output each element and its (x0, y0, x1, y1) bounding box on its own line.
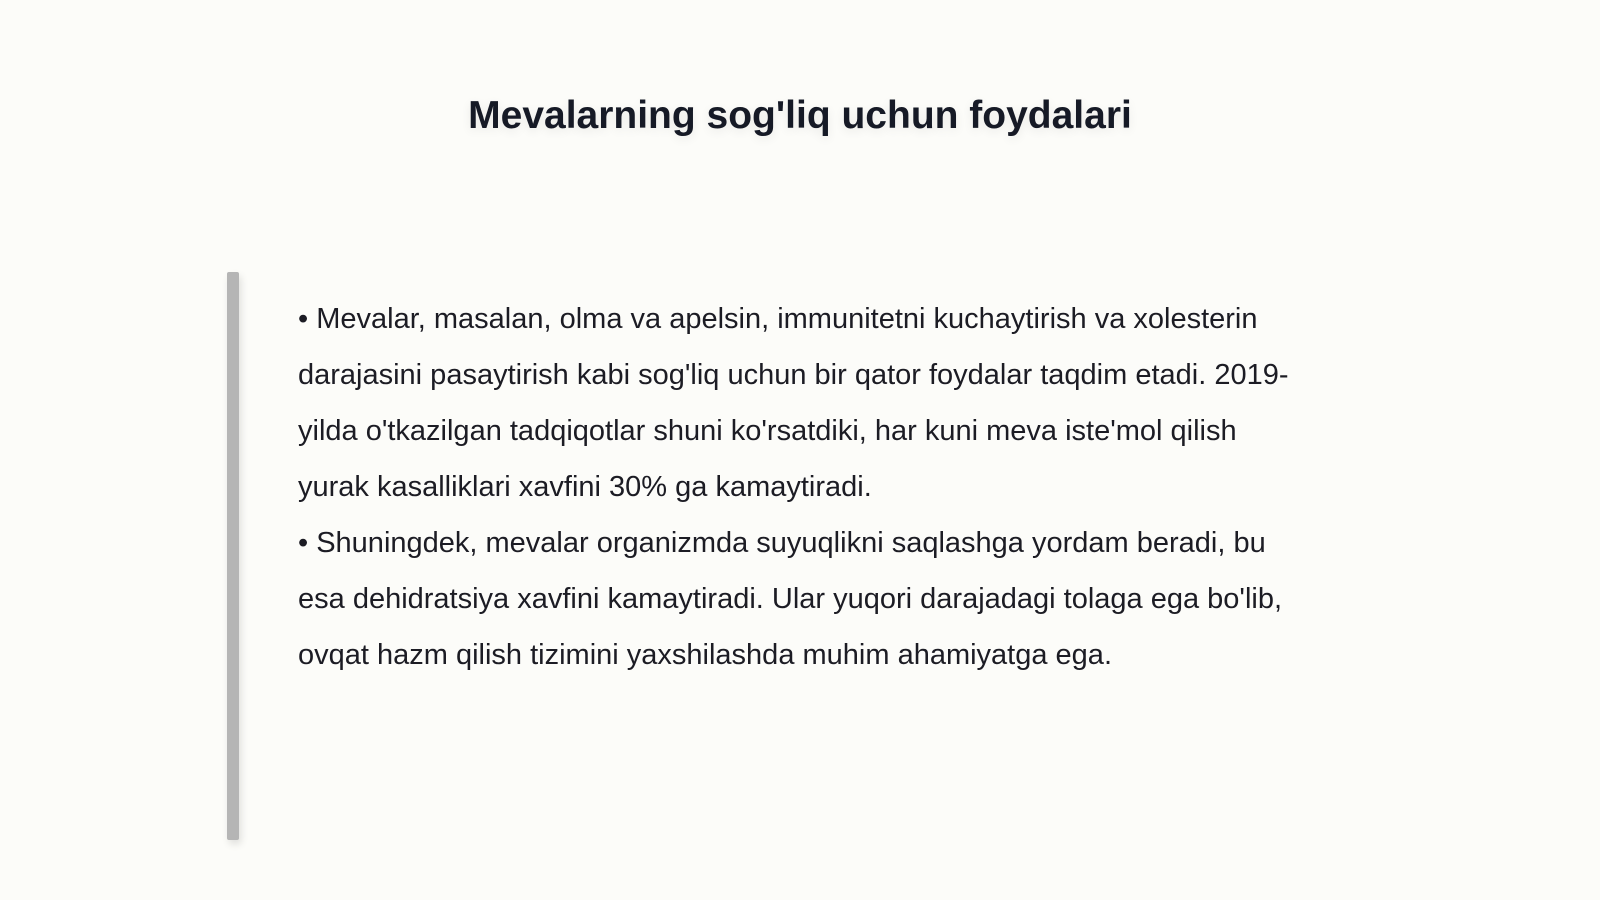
content-body (298, 291, 1308, 683)
bullet-text: • Shuningdek, mevalar organizmda suyuqlikni saqlashga yordam beradi, bu esa dehidratsiya xavfini kamaytiradi. Ular yuqori darajadagi tolaga ega bo'lib, ovqat hazm qilish tizimini yaxshilashda muhim ahamiyatga ega. (298, 527, 1283, 671)
bullet-text: • Mevalar, masalan, olma va apelsin, immunitetni kuchaytirish va xolesterin darajasini pasaytirish kabi sog'liq uchun bir qator foydalar taqdim etadi. 2019-yilda o'tkazilgan tadqiqotlar shuni ko'rsatdiki, har kuni meva iste'mol qilish yurak kasalliklari xavfini 30% ga kamaytiradi. (298, 303, 1289, 503)
accent-bar (227, 272, 239, 840)
slide-title: Mevalarning sog'liq uchun foydalari (468, 94, 1132, 138)
